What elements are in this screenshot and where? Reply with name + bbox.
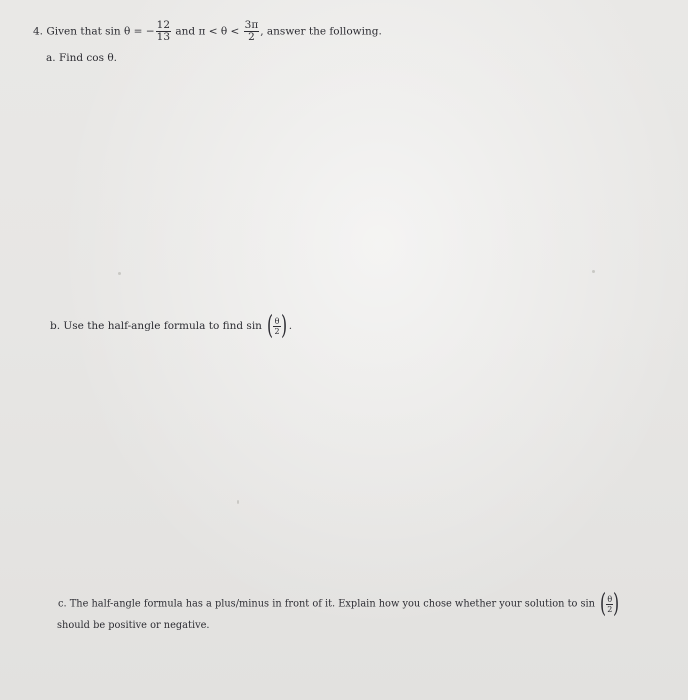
part-a-label: a. (46, 52, 56, 64)
and-text: and (175, 25, 196, 38)
sin-theta-text: sin θ = (105, 25, 143, 38)
answer-following-text: , answer the following. (260, 25, 382, 38)
question-4-statement (33, 20, 382, 43)
theta-over-2-paren: ( $\frac{\theta}{2}$ ) (267, 311, 287, 341)
minus-sign: − (145, 25, 155, 38)
theta-over-2-paren: ( $\frac{\theta}{2}$ ) (600, 589, 620, 619)
part-b-prompt (50, 313, 292, 339)
part-b-label: b. (50, 320, 61, 332)
given-text: Given that (46, 25, 102, 38)
fraction-numerator: θ (607, 594, 613, 604)
theta-over-2-fraction (273, 317, 280, 336)
part-c-text-line2: should be positive or negative. (57, 620, 210, 631)
part-a-text: Find cos θ. (58, 52, 118, 64)
part-c-text-line1: The half-angle formula has a plus/minus in front of it. Explain how you chose whether your solution to sin (69, 598, 595, 610)
part-b-text: Use the half-angle formula to find sin (63, 320, 262, 332)
part-c-prompt (58, 591, 622, 617)
paper-speck (237, 500, 239, 504)
fraction-12-13 (156, 20, 171, 43)
fraction-denominator: 13 (156, 31, 171, 43)
fraction-denominator: 2 (248, 31, 255, 43)
paper-speck (592, 270, 595, 273)
fraction-numerator: 3π (244, 19, 259, 31)
fraction-3pi-2 (244, 20, 260, 43)
period: . (288, 320, 293, 332)
part-c-prompt-continued (57, 620, 210, 631)
part-c-label: c. (58, 598, 67, 610)
inequality-text: π < θ < (198, 25, 240, 38)
question-number: 4. (33, 25, 44, 38)
part-a-prompt (46, 52, 117, 64)
paper-speck (118, 272, 121, 275)
fraction-denominator: 2 (274, 326, 280, 336)
fraction-numerator: θ (274, 316, 280, 326)
fraction-denominator: 2 (607, 604, 613, 614)
fraction-numerator: 12 (156, 19, 171, 31)
